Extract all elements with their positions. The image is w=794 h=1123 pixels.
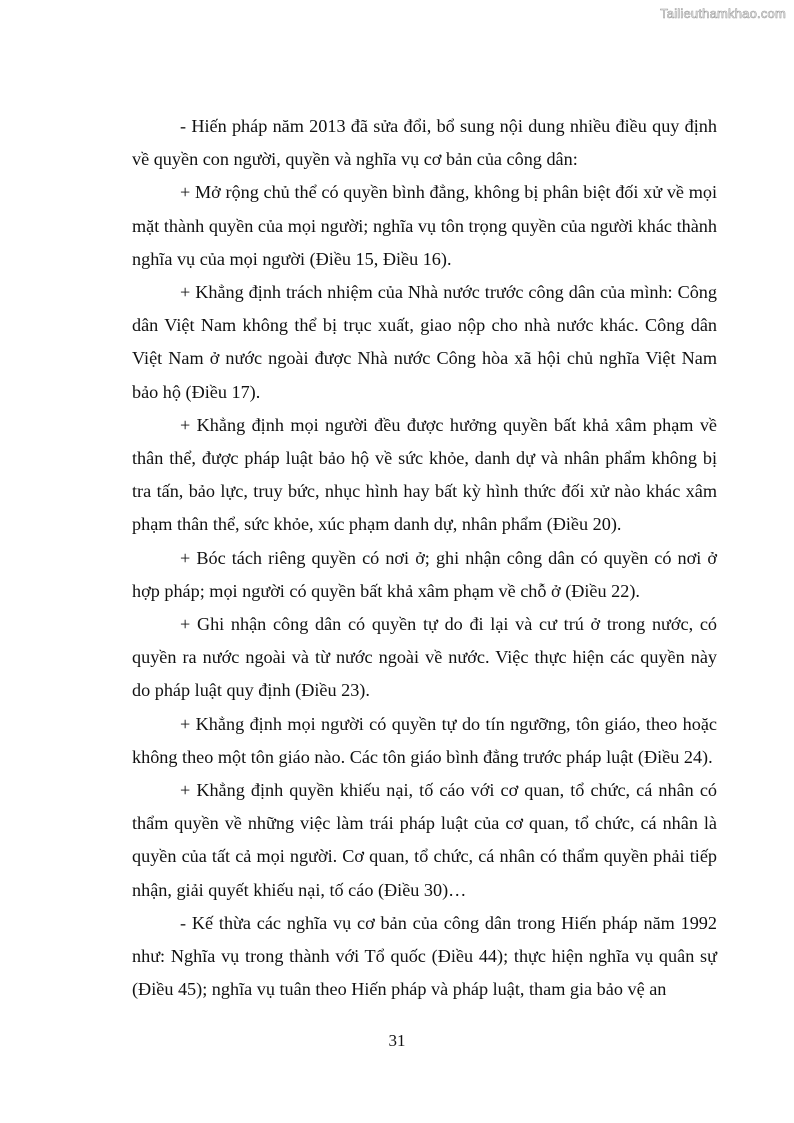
paragraph-state-responsibility: + Khẳng định trách nhiệm của Nhà nước trước công dân của mình: Công dân Việt Nam không thể bị trục xuất, giao nộp cho nhà nước khác. Công dân Việt Nam ở nước ngoài được Nhà nước Công hòa xã hội chủ nghĩa Việt Nam bảo hộ (Điều 17). — [132, 282, 717, 402]
paragraph-bodily-inviolability: + Khẳng định mọi người đều được hưởng quyền bất khả xâm phạm về thân thể, được pháp luật bảo hộ về sức khỏe, danh dự và nhân phẩm không bị tra tấn, bảo lực, truy bức, nhục hình hay bất kỳ hình thức đối xử nào khác xâm phạm thân thể, sức khỏe, xúc phạm danh dự, nhân phẩm (Điều 20). — [132, 414, 717, 535]
paragraph-intro: - Hiến pháp năm 2013 đã sửa đổi, bổ sung nội dung nhiều điều quy định về quyền con người, quyền và nghĩa vụ cơ bản của công dân: — [132, 116, 717, 170]
document-body — [132, 110, 717, 1006]
paragraph-obligations: - Kế thừa các nghĩa vụ cơ bản của công dân trong Hiến pháp năm 1992 như: Nghĩa vụ trong thành với Tổ quốc (Điều 44); thực hiện nghĩa vụ quân sự (Điều 45); nghĩa vụ tuân theo Hiến pháp và pháp luật, tham gia bảo vệ an — [132, 912, 717, 1000]
page-number: 31 — [388, 1031, 406, 1050]
paragraph-complaints: + Khẳng định quyền khiếu nại, tố cáo với cơ quan, tổ chức, cá nhân có thẩm quyền về những việc làm trái pháp luật của cơ quan, tổ chức, cá nhân là quyền của tất cả mọi người. Cơ quan, tổ chức, cá nhân có thẩm quyền phải tiếp nhận, giải quyết khiếu nại, tố cáo (Điều 30)… — [132, 780, 717, 900]
paragraph-equality: + Mở rộng chủ thể có quyền bình đẳng, không bị phân biệt đối xử về mọi mặt thành quyền của mọi người; nghĩa vụ tôn trọng quyền của người khác thành nghĩa vụ của mọi người (Điều 15, Điều 16). — [132, 182, 717, 269]
paragraph-residence: + Bóc tách riêng quyền có nơi ở; ghi nhận công dân có quyền có nơi ở hợp pháp; mọi người có quyền bất khả xâm phạm về chỗ ở (Điều 22). — [132, 547, 717, 601]
watermark-text: Tailieuthamkhao.com — [660, 6, 786, 21]
paragraph-freedom-of-religion: + Khẳng định mọi người có quyền tự do tín ngưỡng, tôn giáo, theo hoặc không theo một tôn giáo nào. Các tôn giáo bình đẳng trước pháp luật (Điều 24). — [132, 713, 717, 767]
paragraph-freedom-of-movement: + Ghi nhận công dân có quyền tự do đi lại và cư trú ở trong nước, có quyền ra nước ngoài và từ nước ngoài về nước. Việc thực hiện các quyền này do pháp luật quy định (Điều 23). — [132, 614, 717, 701]
